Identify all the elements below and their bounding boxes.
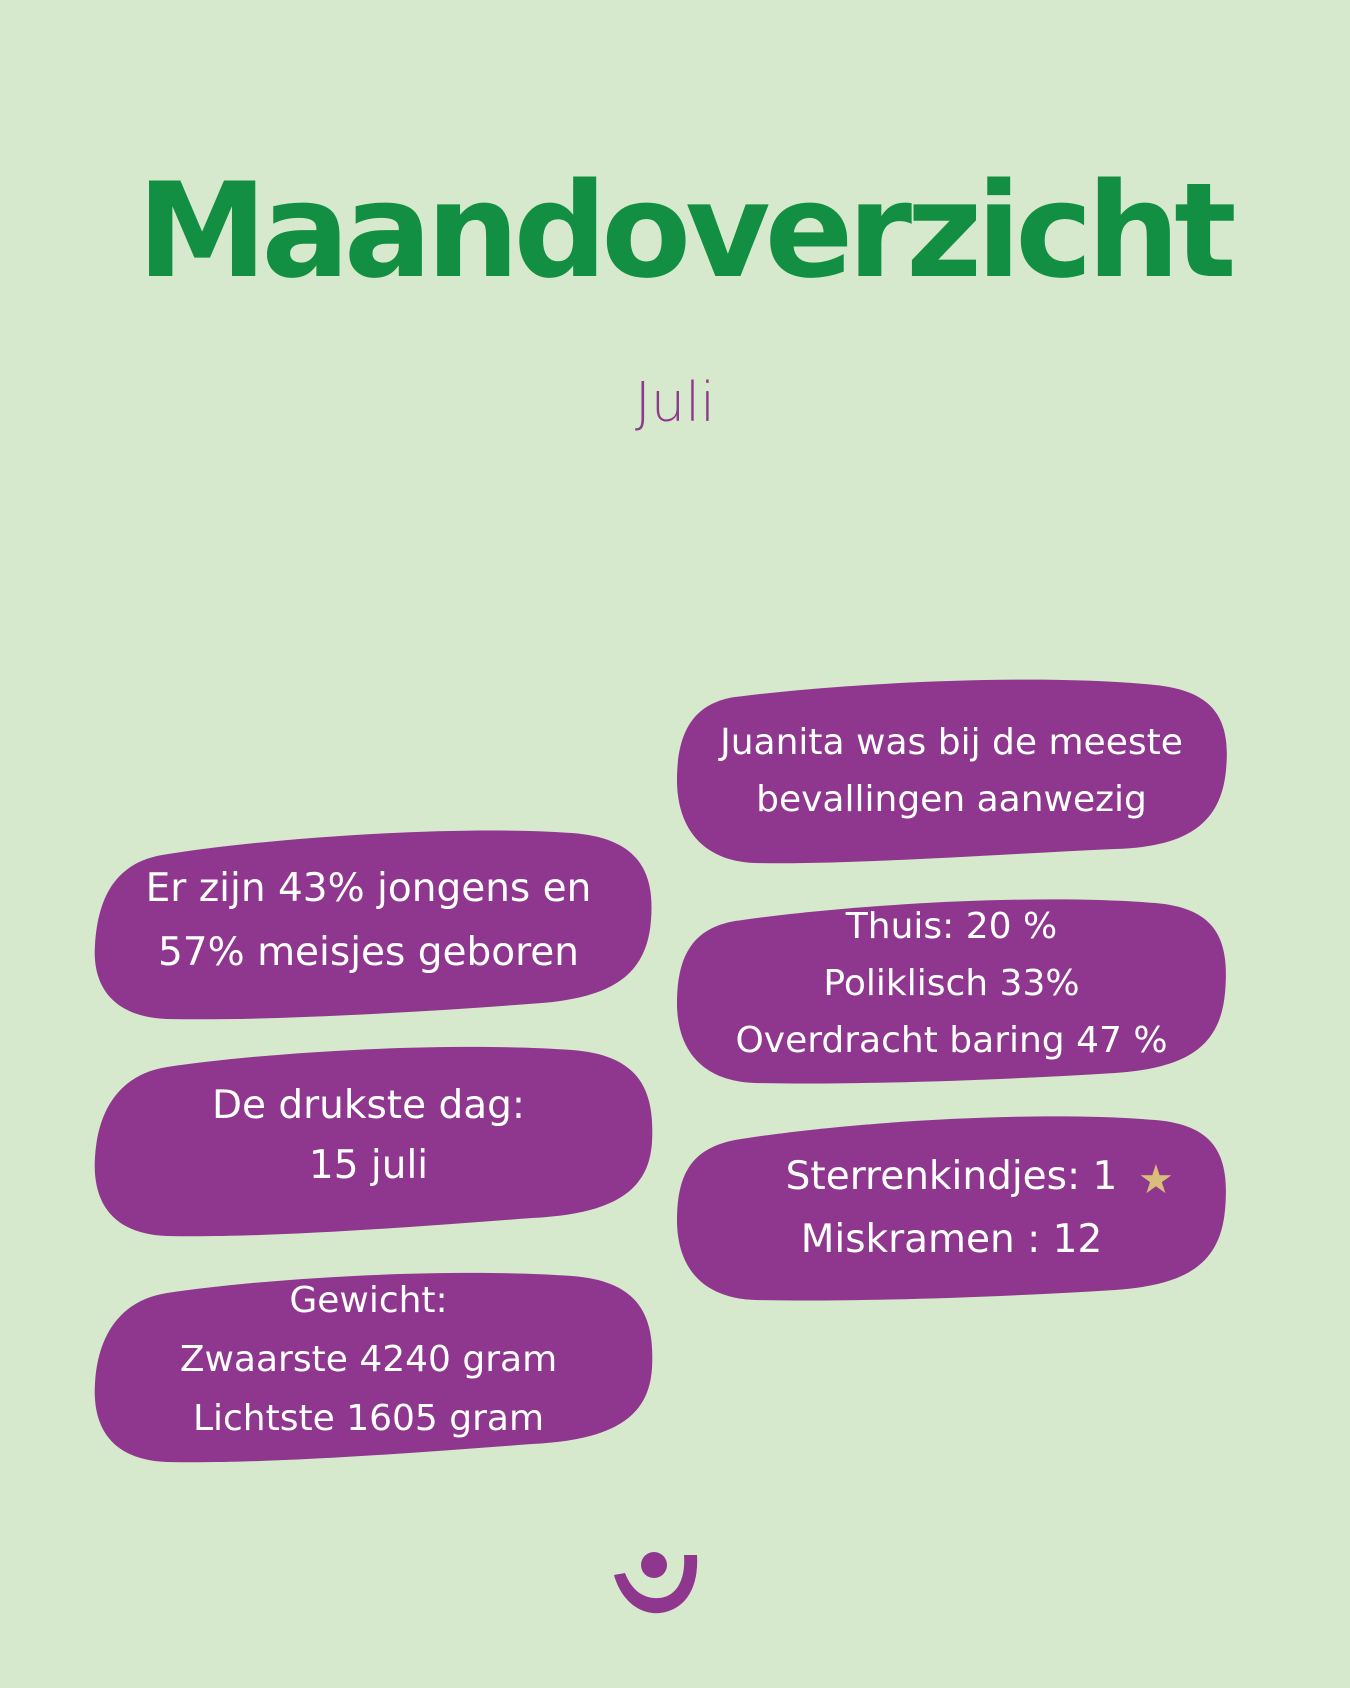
page-title: Maandoverzicht: [137, 154, 1231, 307]
card-gender-line1: Er zijn 43% jongens en: [145, 866, 592, 911]
month-subtitle: Juli: [634, 371, 716, 434]
card-midwife-line2: bevallingen aanwezig: [756, 779, 1147, 820]
card-weight-line3: Lichtste 1605 gram: [192, 1398, 545, 1439]
card-busiest-day-line1: De drukste dag:: [211, 1083, 526, 1128]
card-busiest-day-line2: 15 juli: [308, 1143, 429, 1188]
card-gender: [92, 857, 645, 985]
card-weight: [92, 1271, 645, 1448]
card-location-line2: Poliklisch 33%: [823, 963, 1080, 1004]
card-weight-line2: Zwaarste 4240 gram: [179, 1339, 558, 1380]
card-busiest-day: [92, 1076, 645, 1196]
card-location-line1: Thuis: 20 %: [845, 906, 1058, 947]
card-location: [675, 898, 1228, 1069]
card-midwife-line1: Juanita was bij de meeste: [720, 722, 1183, 763]
star-icon: ★: [1138, 1157, 1174, 1203]
card-weight-line1: Gewicht:: [289, 1280, 448, 1321]
card-losses-line2: Miskramen : 12: [800, 1217, 1103, 1262]
card-midwife: [675, 714, 1228, 828]
card-losses-line1: Sterrenkindjes: 1: [785, 1154, 1118, 1199]
card-location-line3: Overdracht baring 47 %: [735, 1020, 1168, 1061]
card-gender-line2: 57% meisjes geboren: [157, 930, 580, 975]
logo-icon: [612, 1545, 700, 1617]
